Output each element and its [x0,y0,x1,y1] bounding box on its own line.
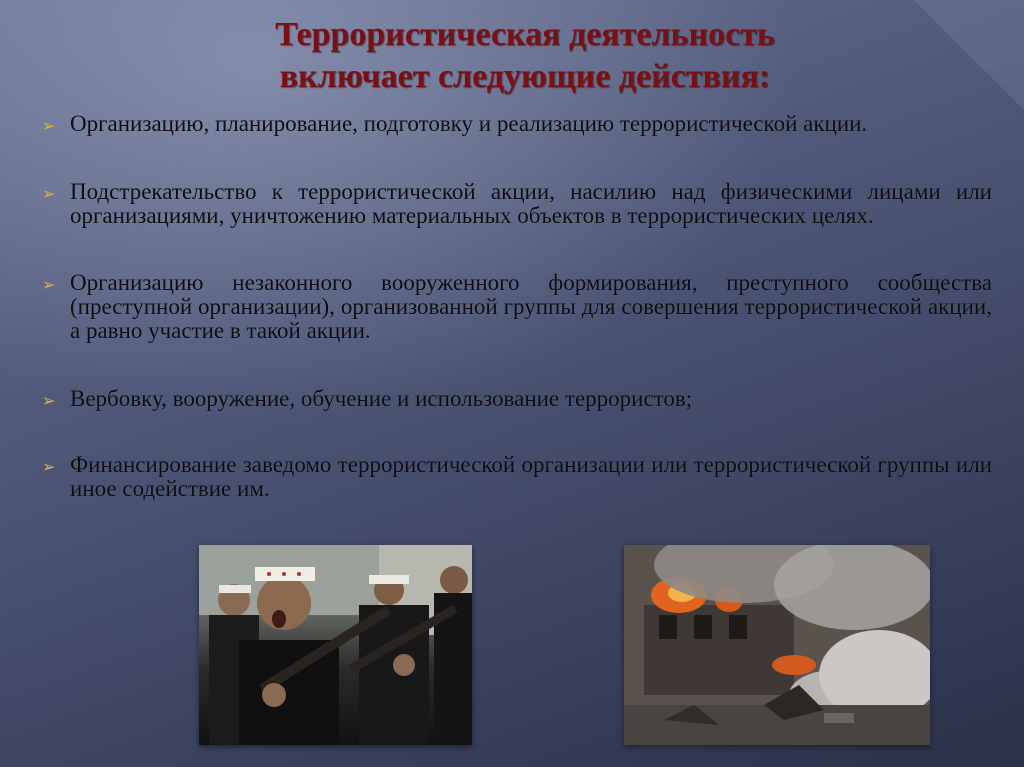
arrow-bullet-icon: ➢ [42,457,56,476]
corner-decoration [914,0,1024,110]
list-item-text: Финансирование заведомо террористической организации или террористической группы или иное содействие им. [70,452,992,501]
title-line-1: Террористическая деятельность [275,16,775,53]
militants-illustration [199,545,472,745]
arrow-bullet-icon: ➢ [42,184,56,203]
arrow-bullet-icon: ➢ [42,275,56,294]
explosion-photo [624,545,930,745]
list-item-text: Подстрекательство к террористической акции, насилию над физическими лицами или организациями, уничтожению материальных объектов в террористических целях. [70,179,992,228]
list-item-text: Вербовку, вооружение, обучение и использование террористов; [70,386,693,411]
arrow-bullet-icon: ➢ [42,116,56,135]
list-item [42,271,992,343]
list-item-text: Организацию, планирование, подготовку и реализацию террористической акции. [70,111,868,136]
list-item [42,112,992,136]
slide-title [150,14,900,98]
list-item [42,180,992,228]
arrow-bullet-icon: ➢ [42,391,56,410]
explosion-illustration [624,545,930,745]
list-item [42,387,992,411]
list-item [42,453,992,501]
list-item-text: Организацию незаконного вооруженного формирования, преступного сообщества (преступной организации), организованной группы для совершения террористической акции, а равно участие в такой акции. [70,270,992,343]
title-line-2: включает следующие действия: [279,58,771,95]
militants-photo [199,545,472,745]
actions-list [42,112,992,501]
